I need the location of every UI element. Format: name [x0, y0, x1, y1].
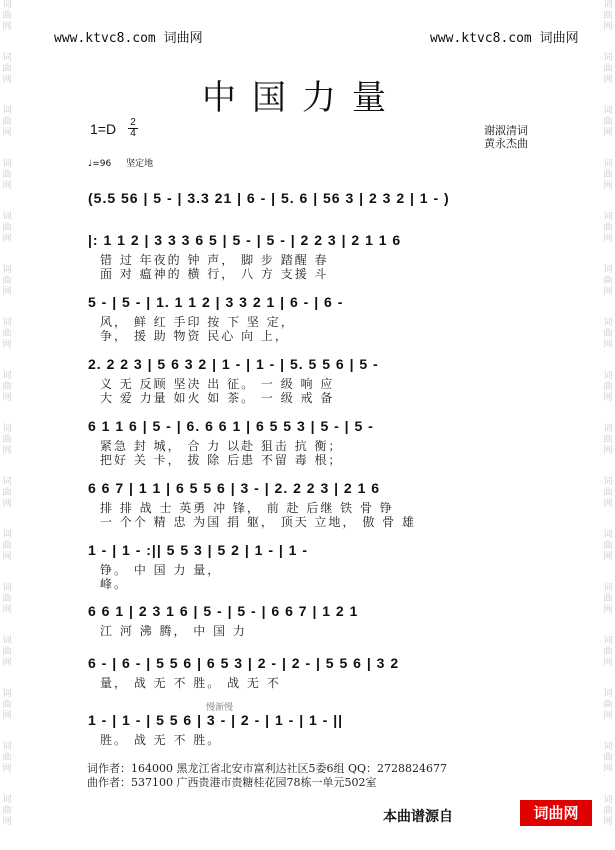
lyric-line: 错 过 年夜的 钟 声， 脚 步 踏醒 春 [100, 253, 329, 267]
lyric-line: 胜。 战 无 不 胜。 [100, 733, 222, 747]
notes-line: 6 - | 6 - | 5 5 6 | 6 5 3 | 2 - | 2 - | 5 5 6 | 3 2 [88, 655, 400, 671]
watermark-text: 词 曲 网 [2, 742, 12, 774]
watermark-text: 词 曲 网 [2, 318, 12, 350]
watermark-text: 词 曲 网 [603, 583, 613, 615]
site-url-left[interactable]: www.ktvc8.com [54, 31, 156, 46]
side-watermark-right [601, 0, 615, 850]
lyricist-info: 词作者：164000 黑龙江省北安市富利达社区5委6组 QQ：2728824677 [87, 762, 448, 775]
watermark-text: 词 曲 网 [603, 159, 613, 191]
notes-line: 1 - | 1 - :|| 5 5 3 | 5 2 | 1 - | 1 - [88, 542, 309, 558]
side-watermark-left [0, 0, 14, 850]
watermark-text: 词 曲 网 [603, 689, 613, 721]
handwritten-mark: 慢渐慢 [206, 703, 234, 713]
lyric-line: 铮。 中 国 力 量， [100, 563, 222, 577]
watermark-text: 词 曲 网 [2, 689, 12, 721]
notes-line: (5.5 56 | 5 - | 3.3 21 | 6 - | 5. 6 | 56 3 | 2 3 2 | 1 - ) [88, 190, 450, 206]
site-name-right[interactable]: 词曲网 [539, 31, 579, 46]
watermark-text: 词 曲 网 [2, 0, 12, 32]
site-name-left[interactable]: 词曲网 [163, 31, 203, 46]
watermark-text: 词 曲 网 [2, 477, 12, 509]
notes-line: |: 1 1 2 | 3 3 3 6 5 | 5 - | 5 - | 2 2 3 | 2 1 1 6 [88, 232, 402, 248]
tempo-bpm: =96 [92, 159, 112, 169]
lyric-line: 一 个个 精 忠 为国 捐 躯， 顶天 立地， 傲 骨 雄 [100, 515, 416, 529]
lyric-line: 大 爱 力量 如火 如 茶。 一 级 戒 备 [100, 391, 335, 405]
notes-line: 1 - | 1 - | 5 5 6 | 3 - | 2 - | 1 - | 1 - || [88, 712, 344, 728]
song-title: 中国力量 [202, 78, 402, 118]
key-signature: 1=D [90, 121, 117, 137]
watermark-text: 词 曲 网 [2, 106, 12, 138]
watermark-text: 词 曲 网 [2, 371, 12, 403]
watermark-text: 词 曲 网 [2, 636, 12, 668]
time-bottom: 4 [128, 128, 138, 139]
watermark-text: 词 曲 网 [603, 106, 613, 138]
source-brand-logo[interactable]: 词曲网 [520, 800, 592, 826]
notes-line: 6 1 1 6 | 5 - | 6. 6 6 1 | 6 5 5 3 | 5 - | 5 - [88, 418, 374, 434]
lyric-line: 江 河 沸 腾， 中 国 力 [100, 624, 247, 638]
lyric-line: 紧急 封 城， 合 力 以赴 狙击 抗 衡； [100, 439, 343, 453]
watermark-text: 词 曲 网 [603, 318, 613, 350]
watermark-text: 词 曲 网 [2, 53, 12, 85]
watermark-text: 词 曲 网 [2, 530, 12, 562]
watermark-text: 词 曲 网 [603, 795, 613, 827]
lyricist-credit: 谢淑清词 [484, 124, 528, 137]
time-signature [128, 118, 138, 139]
header-left[interactable] [54, 27, 203, 46]
watermark-text: 词 曲 网 [2, 795, 12, 827]
notes-line: 2. 2 2 3 | 5 6 3 2 | 1 - | 1 - | 5. 5 5 6 | 5 - [88, 356, 379, 372]
watermark-text: 词 曲 网 [603, 0, 613, 32]
time-top: 2 [130, 117, 136, 128]
lyric-line: 峰。 [100, 577, 129, 591]
watermark-text: 词 曲 网 [2, 265, 12, 297]
notes-line: 5 - | 5 - | 1. 1 1 2 | 3 3 2 1 | 6 - | 6 - [88, 294, 344, 310]
header-right[interactable] [430, 27, 579, 46]
lyric-line: 风， 鲜 红 手印 按 下 坚 定， [100, 315, 295, 329]
composer-info: 曲作者：537100 广西贵港市贵糖桂花园78栋一单元502室 [87, 776, 377, 789]
watermark-text: 词 曲 网 [603, 477, 613, 509]
notes-line: 6 6 1 | 2 3 1 6 | 5 - | 5 - | 6 6 7 | 1 2 1 [88, 603, 359, 619]
watermark-text: 词 曲 网 [2, 583, 12, 615]
lyric-line: 把好 关 卡， 拔 除 后患 不留 毒 根； [100, 453, 343, 467]
expression-mark: 坚定地 [126, 159, 154, 169]
watermark-text: 词 曲 网 [2, 212, 12, 244]
watermark-text: 词 曲 网 [2, 159, 12, 191]
notes-line: 6 6 7 | 1 1 | 6 5 5 6 | 3 - | 2. 2 2 3 | 2 1 6 [88, 480, 381, 496]
watermark-text: 词 曲 网 [603, 53, 613, 85]
watermark-text: 词 曲 网 [603, 371, 613, 403]
lyric-line: 面 对 瘟神的 横 行， 八 方 支援 斗 [100, 267, 329, 281]
watermark-text: 词 曲 网 [603, 636, 613, 668]
watermark-text: 词 曲 网 [2, 424, 12, 456]
watermark-text: 词 曲 网 [603, 265, 613, 297]
quarter-note-icon: ♩ [88, 159, 93, 169]
lyric-line: 排 排 战 士 英勇 冲 锋， 前 赴 后继 铁 骨 铮 [100, 501, 394, 515]
source-label: 本曲谱源自 [383, 809, 453, 825]
lyric-line: 量， 战 无 不 胜。 战 无 不 [100, 676, 281, 690]
site-url-right[interactable]: www.ktvc8.com [430, 31, 532, 46]
lyric-line: 争， 援 助 物资 民心 向 上， [100, 329, 289, 343]
credits [450, 124, 528, 150]
composer-credit: 黄永杰曲 [484, 137, 528, 150]
watermark-text: 词 曲 网 [603, 742, 613, 774]
tempo-marking [88, 156, 153, 169]
lyric-line: 义 无 反顾 坚决 出 征。 一 级 响 应 [100, 377, 335, 391]
watermark-text: 词 曲 网 [603, 212, 613, 244]
watermark-text: 词 曲 网 [603, 424, 613, 456]
watermark-text: 词 曲 网 [603, 530, 613, 562]
